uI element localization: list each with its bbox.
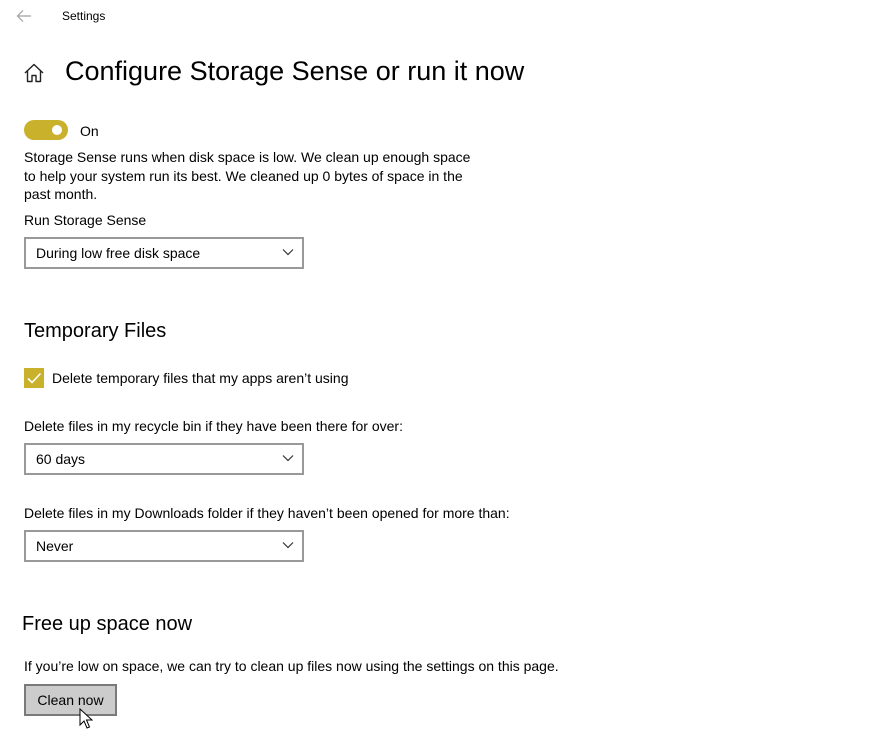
toggle-state-label: On — [80, 123, 99, 139]
free-up-space-description: If you’re low on space, we can try to clean up files now using the settings on this page. — [24, 658, 559, 674]
storage-sense-toggle[interactable] — [24, 120, 68, 140]
downloads-folder-label: Delete files in my Downloads folder if they haven’t been opened for more than: — [24, 505, 510, 521]
storage-sense-description: Storage Sense runs when disk space is low. We clean up enough space to help your system run its best. We cleaned up 0 bytes of space in the past month. — [24, 149, 471, 202]
dropdown-value: During low free disk space — [36, 245, 201, 261]
dropdown-value: Never — [36, 538, 74, 554]
toggle-knob — [52, 125, 62, 135]
downloads-folder-dropdown[interactable] — [24, 530, 304, 562]
run-storage-sense-dropdown[interactable] — [24, 237, 304, 269]
chevron-down-icon — [282, 541, 294, 549]
recycle-bin-dropdown[interactable] — [24, 443, 304, 475]
delete-temp-files-checkbox[interactable] — [24, 368, 44, 388]
back-button[interactable] — [10, 4, 38, 28]
recycle-bin-label: Delete files in my recycle bin if they have been there for over: — [24, 418, 403, 434]
chevron-down-icon — [282, 248, 294, 256]
dropdown-value: 60 days — [36, 451, 86, 467]
page-title: Configure Storage Sense or run it now — [65, 56, 525, 86]
title-bar — [0, 0, 891, 32]
chevron-down-icon — [282, 454, 294, 462]
temporary-files-heading: Temporary Files — [24, 320, 167, 342]
delete-temp-files-label: Delete temporary files that my apps aren’t using — [52, 370, 349, 386]
checkmark-icon — [24, 368, 44, 388]
run-storage-sense-label: Run Storage Sense — [24, 212, 147, 228]
app-title: Settings — [62, 9, 106, 23]
home-icon[interactable] — [23, 62, 45, 84]
back-arrow-icon — [16, 9, 32, 23]
free-up-space-heading: Free up space now — [22, 613, 193, 635]
clean-now-button[interactable]: Clean now — [24, 684, 117, 716]
